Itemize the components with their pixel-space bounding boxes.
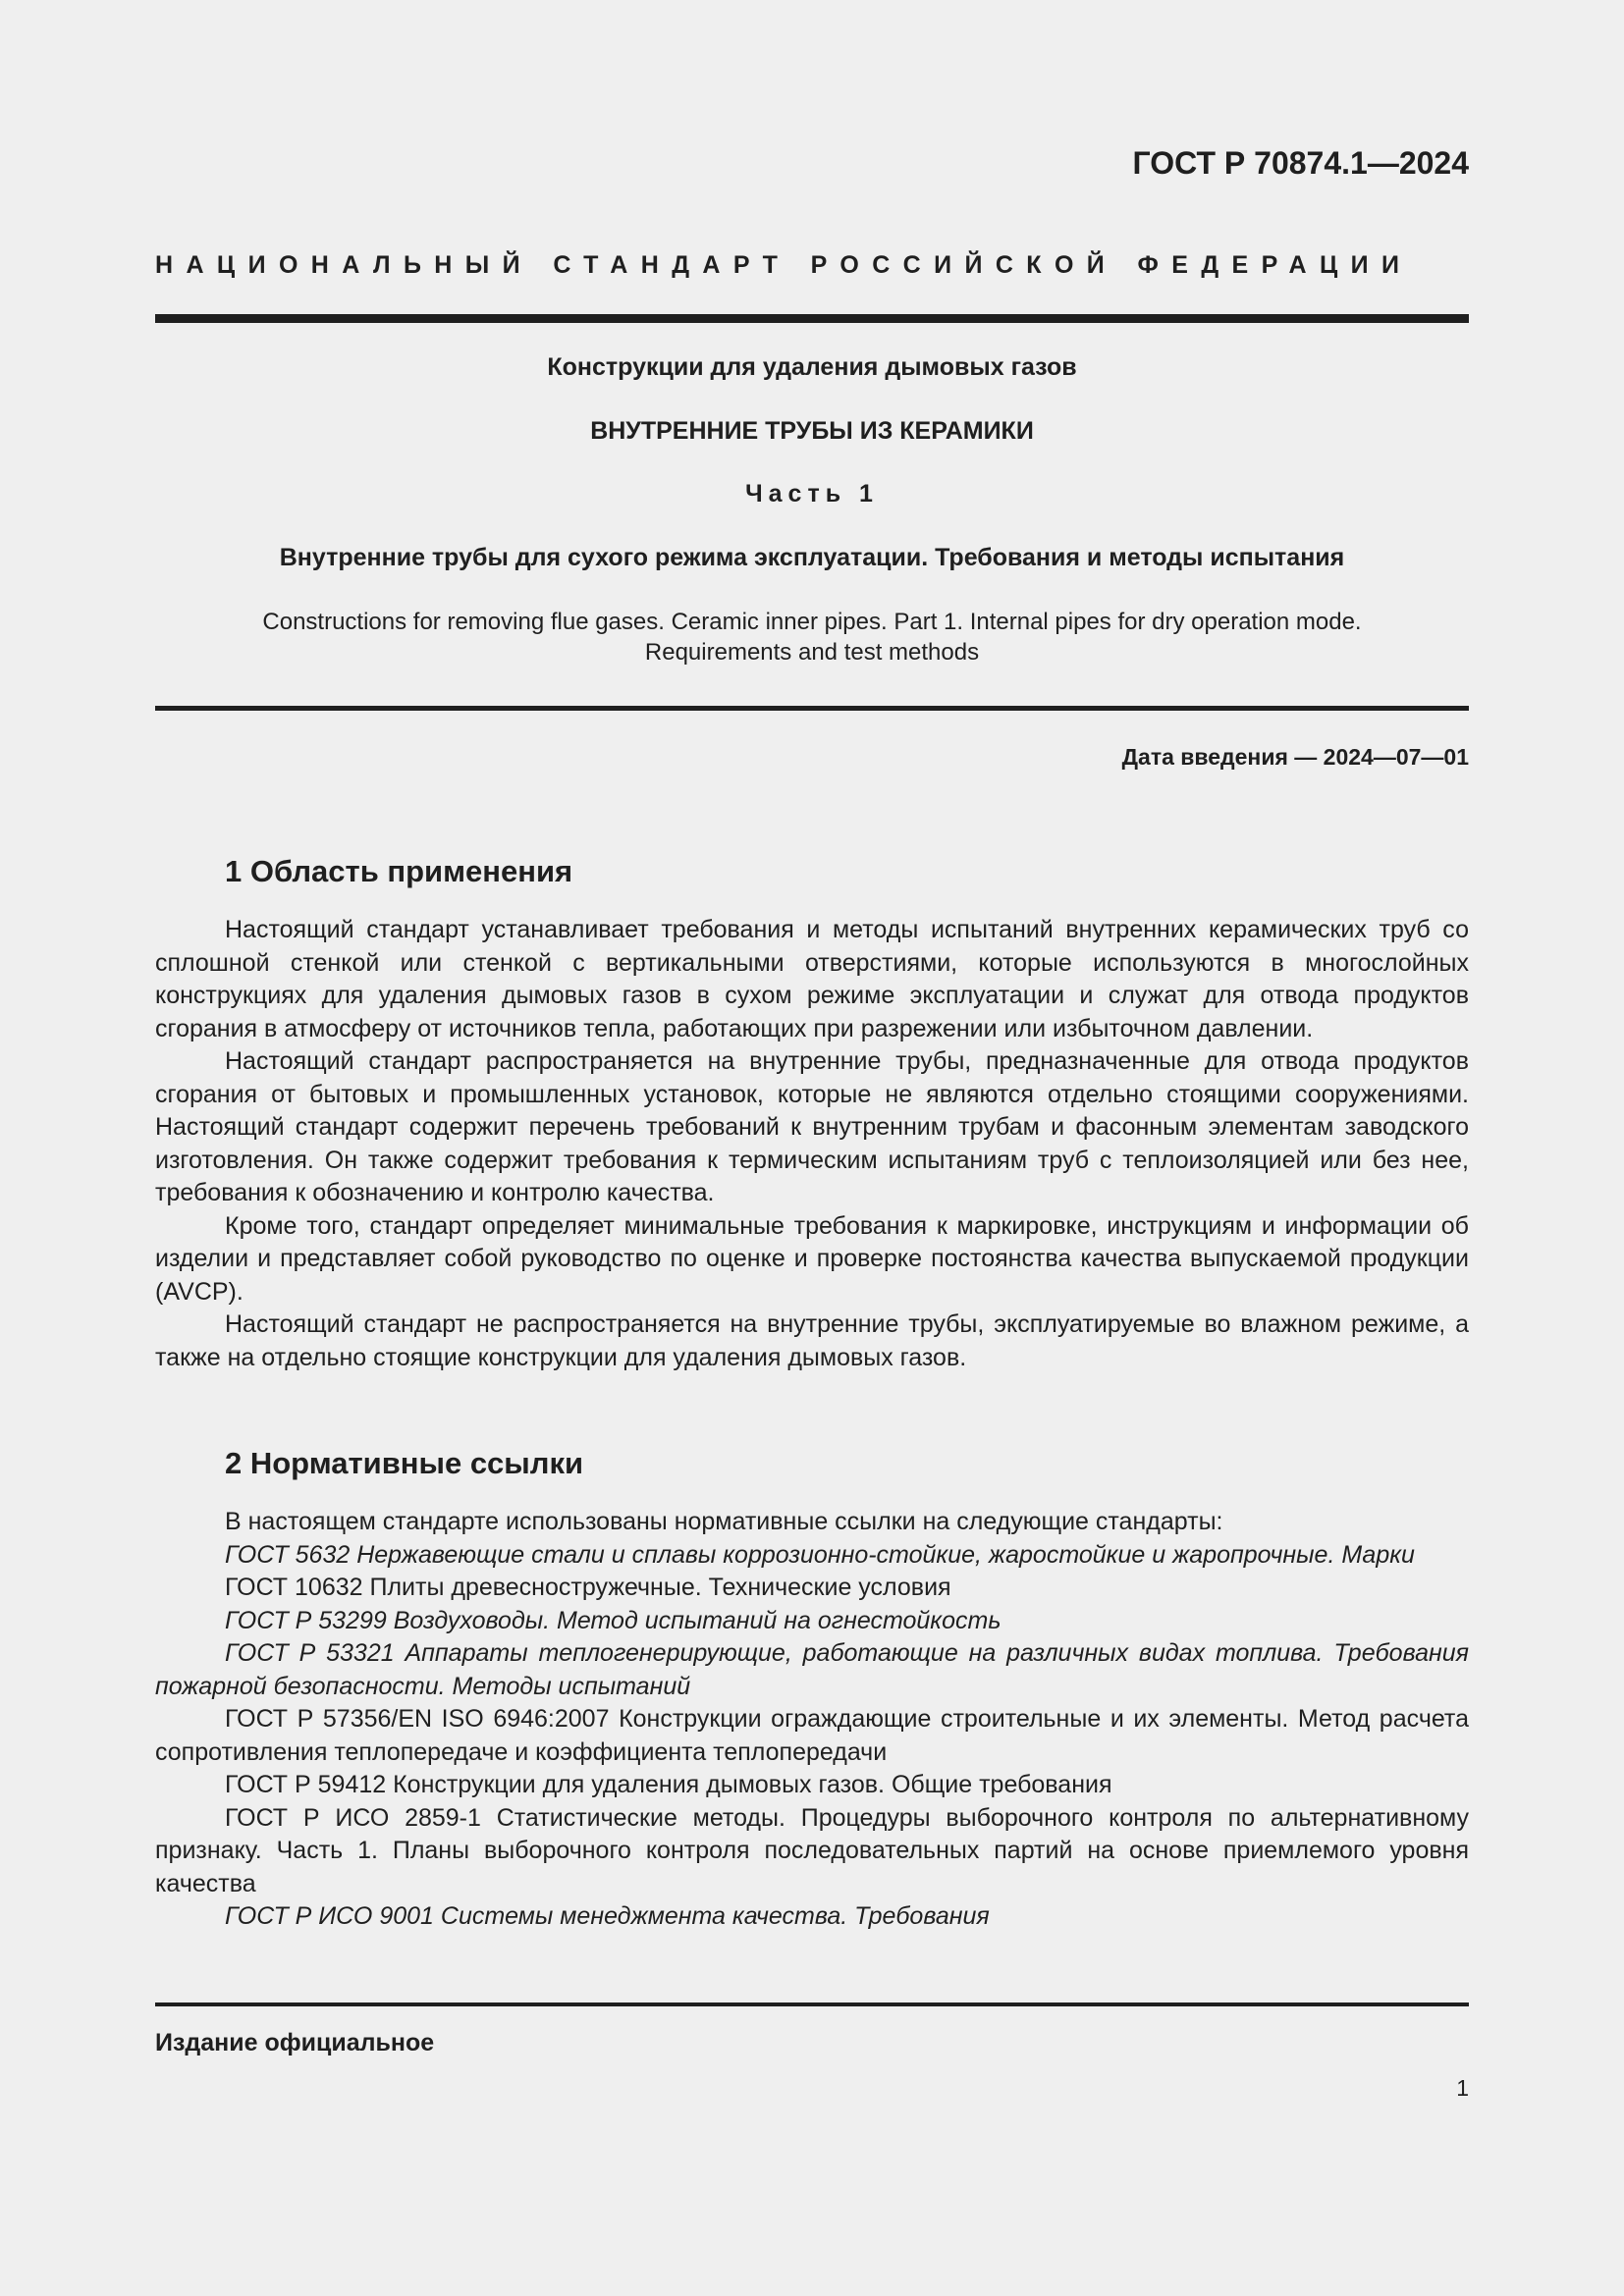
section-2-body <box>155 1506 1469 1934</box>
section-1-paragraph: Настоящий стандарт не распространяется на внутренние трубы, эксплуатируемые во влажном режиме, а также на отдельно стоящие конструкции для удаления дымовых газов. <box>155 1310 1469 1371</box>
official-edition-label: Издание официальное <box>155 2029 435 2056</box>
reference-item: ГОСТ Р 53321 Аппараты теплогенерирующие, работающие на различных видах топлива. Требования пожарной безопасности. Методы испытаний <box>155 1639 1469 1700</box>
page-number: 1 <box>1456 2075 1469 2101</box>
footer-divider <box>155 2002 1469 2006</box>
document-part: Часть 1 <box>745 480 879 507</box>
section-1-body <box>155 914 1469 1374</box>
document-title: Конструкции для удаления дымовых газов <box>547 353 1077 381</box>
reference-item: ГОСТ Р 59412 Конструкции для удаления дымовых газов. Общие требования <box>225 1771 1112 1798</box>
reference-item: ГОСТ Р 53299 Воздуховоды. Метод испытаний на огнестойкость <box>225 1606 1001 1634</box>
references-intro: В настоящем стандарте использованы нормативные ссылки на следующие стандарты: <box>225 1508 1223 1535</box>
document-subtitle: Внутренние трубы для сухого режима эксплуатации. Требования и методы испытания <box>279 544 1345 571</box>
document-title-upper: ВНУТРЕННИЕ ТРУБЫ ИЗ КЕРАМИКИ <box>590 417 1034 445</box>
section-1-paragraph: Настоящий стандарт распространяется на внутренние трубы, предназначенные для отвода продуктов сгорания от бытовых и промышленных установок, которые не являются отдельно стоящими сооружениями. Настоящий стандарт содержит перечень требований к внутренним трубам и фасонным элементам заводского изготовления. Он также содержит требования к термическим испытаниям труб с теплоизоляцией или без нее, требования к обозначению и контролю качества. <box>155 1047 1469 1206</box>
reference-item: ГОСТ Р 57356/EN ISO 6946:2007 Конструкции ограждающие строительные и их элементы. Метод расчета сопротивления теплопередаче и коэффициента теплопередачи <box>155 1705 1469 1766</box>
english-title <box>155 607 1469 667</box>
title-divider <box>155 706 1469 711</box>
reference-item: ГОСТ Р ИСО 2859-1 Статистические методы. Процедуры выборочного контроля по альтернативному признаку. Часть 1. Планы выборочного контроля последовательных партий на основе приемлемого уровня качества <box>155 1803 1469 1897</box>
section-1-paragraph: Кроме того, стандарт определяет минимальные требования к маркировке, инструкциям и информации об изделии и представляет собой руководство по оценке и проверке постоянства качества выпускаемой продукции (AVCP). <box>155 1211 1469 1306</box>
reference-item: ГОСТ Р ИСО 9001 Системы менеджмента качества. Требования <box>225 1902 990 1930</box>
section-1-paragraph: Настоящий стандарт устанавливает требования и методы испытаний внутренних керамических труб со сплошной стенкой или стенкой с вертикальными отверстиями, которые используются в многослойных конструкциях для удаления дымовых газов в сухом режиме эксплуатации и служат для отвода продуктов сгорания в атмосферу от источников тепла, работающих при разрежении или избыточном давлении. <box>155 916 1469 1042</box>
gost-number: ГОСТ Р 70874.1—2024 <box>1132 145 1469 181</box>
introduction-date: Дата введения — 2024—07—01 <box>1121 744 1469 770</box>
reference-item: ГОСТ 5632 Нержавеющие стали и сплавы коррозионно-стойкие, жаростойкие и жаропрочные. Марки <box>225 1540 1415 1569</box>
national-standard-banner: НАЦИОНАЛЬНЫЙ СТАНДАРТ РОССИЙСКОЙ ФЕДЕРАЦИИ <box>155 251 1413 279</box>
section-1-heading: 1 Область применения <box>225 854 573 888</box>
section-2-heading: 2 Нормативные ссылки <box>225 1446 584 1480</box>
english-title-line-2: Requirements and test methods <box>644 639 980 666</box>
reference-item: ГОСТ 10632 Плиты древесностружечные. Технические условия <box>225 1574 951 1601</box>
english-title-line-1: Constructions for removing flue gases. Ceramic inner pipes. Part 1. Internal pipes for dry operation mode. <box>262 609 1362 635</box>
top-divider <box>155 314 1469 323</box>
